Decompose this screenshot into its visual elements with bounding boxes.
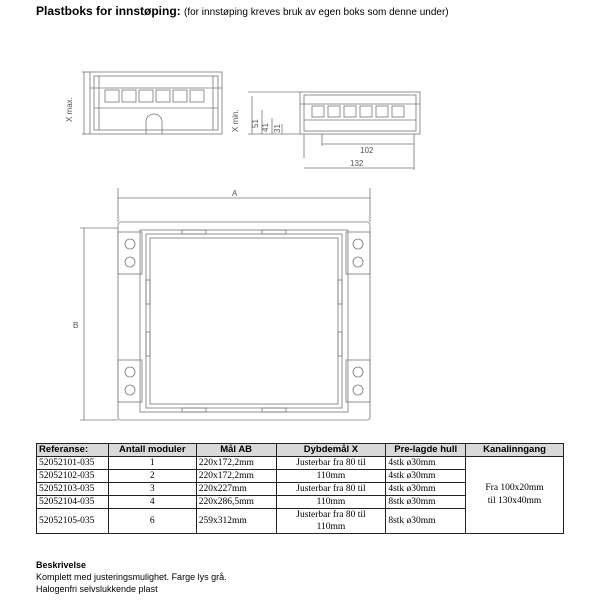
header-holes: Pre-lagde hull (386, 444, 466, 457)
label-dim-51: 51 (251, 119, 260, 128)
label-dim-a: A (232, 189, 238, 198)
cell-holes: 4stk ø30mm (386, 470, 466, 483)
channel-line1: Fra 100x20mm (485, 483, 544, 493)
cell-ab: 220x172,2mm (196, 457, 276, 470)
label-x-min: X min. (231, 109, 240, 132)
heading-subtitle: (for innstøping kreves bruk av egen boks som denne under) (184, 7, 449, 18)
side-view-left (82, 72, 222, 134)
cell-modules: 4 (108, 496, 196, 509)
header-channel: Kanalinngang (466, 444, 564, 457)
header-depth: Dybdemål X (276, 444, 386, 457)
cell-ab: 220x227mm (196, 483, 276, 496)
label-x-max: X max. (65, 97, 74, 122)
top-view (80, 188, 370, 420)
description-line2: Halogenfri selvslukkende plast (36, 584, 158, 594)
label-dim-41: 41 (261, 123, 270, 132)
description-title: Beskrivelse (36, 560, 87, 570)
depth-line1: Justerbar fra 80 til (296, 510, 366, 520)
label-dim-132: 132 (350, 159, 364, 168)
cell-ref: 52052104-035 (37, 496, 109, 509)
table-header-row (37, 444, 564, 457)
specification-table (36, 443, 564, 534)
cell-ab: 220x286,5mm (196, 496, 276, 509)
cell-holes: 8stk ø30mm (386, 496, 466, 509)
cell-holes: 4stk ø30mm (386, 483, 466, 496)
cell-ref: 52052101-035 (37, 457, 109, 470)
cell-ref: 52052105-035 (37, 509, 109, 534)
label-dim-31: 31 (273, 124, 282, 133)
label-dim-b: B (73, 321, 79, 330)
cell-ab: 259x312mm (196, 509, 276, 534)
cell-channel (466, 457, 564, 534)
cell-modules: 6 (108, 509, 196, 534)
cell-ab: 220x172,2mm (196, 470, 276, 483)
cell-depth-merged (276, 509, 386, 534)
cell-depth-line2: 110mm (276, 470, 386, 483)
cell-modules: 1 (108, 457, 196, 470)
header-reference: Referanse: (37, 444, 109, 457)
cell-ref: 52052102-035 (37, 470, 109, 483)
cell-depth-line2: 110mm (276, 496, 386, 509)
cell-modules: 3 (108, 483, 196, 496)
header-ab: Mål AB (196, 444, 276, 457)
description (36, 559, 227, 595)
depth-line2: 110mm (316, 522, 346, 532)
description-line1: Komplett med justeringsmulighet. Farge lys grå. (36, 572, 227, 582)
cell-depth-line1: Justerbar fra 80 til (276, 457, 386, 470)
channel-line2: til 130x40mm (487, 496, 542, 506)
cell-ref: 52052103-035 (37, 483, 109, 496)
header-modules: Antall moduler (108, 444, 196, 457)
label-dim-102: 102 (360, 146, 374, 155)
cell-depth-line1: Justerbar fra 80 til (276, 483, 386, 496)
table-row (37, 457, 564, 470)
heading-title: Plastboks for innstøping: (36, 4, 181, 18)
cell-holes: 8stk ø30mm (386, 509, 466, 534)
cell-holes: 4stk ø30mm (386, 457, 466, 470)
cell-modules: 2 (108, 470, 196, 483)
